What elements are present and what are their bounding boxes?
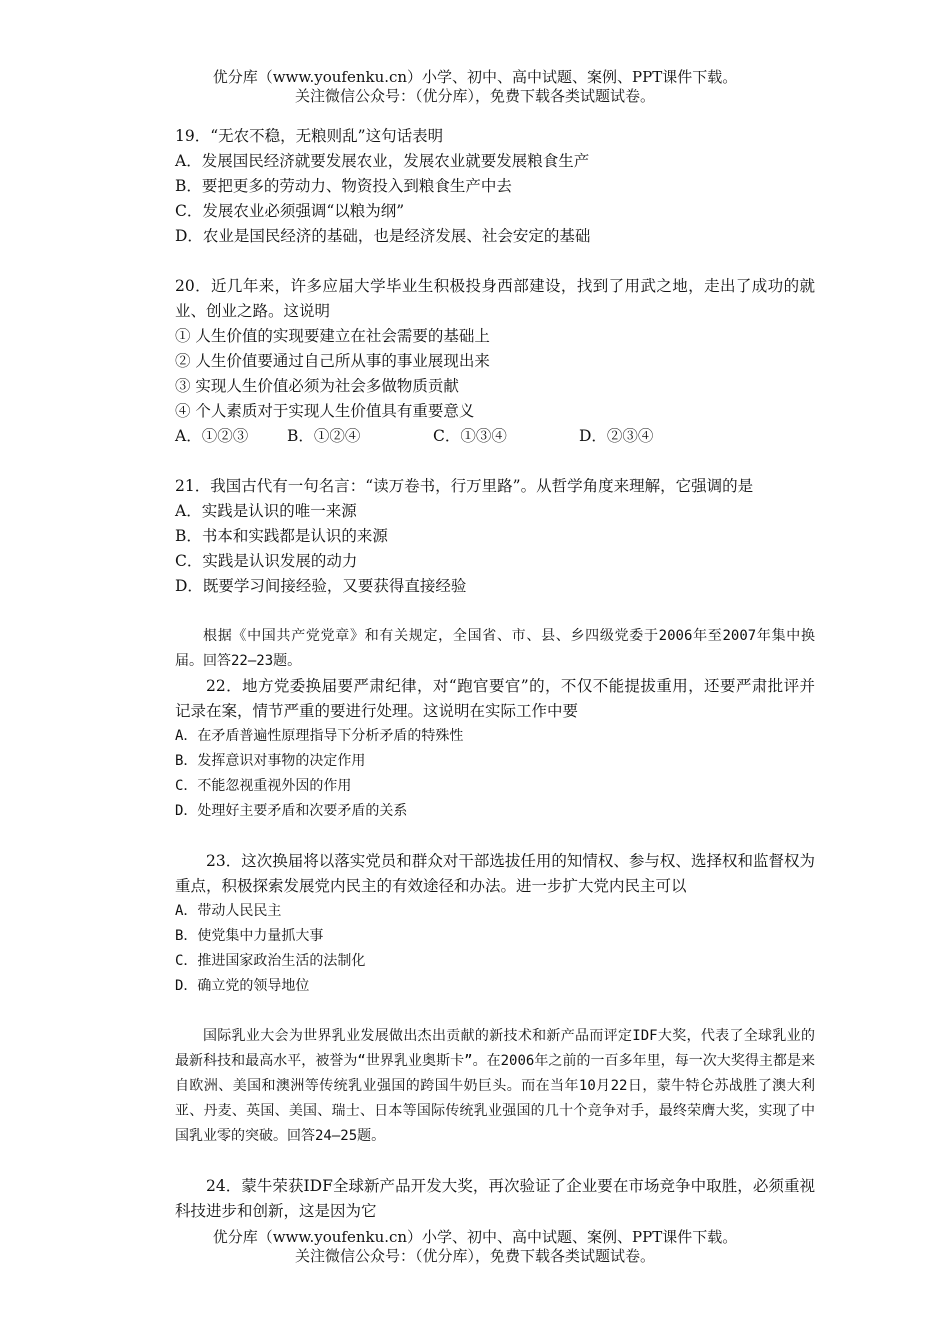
question-19 <box>175 124 815 249</box>
statement-3: ③ 实现人生价值必须为社会多做物质贡献 <box>175 377 459 395</box>
option-c: C．实践是认识发展的动力 <box>175 552 358 570</box>
option-d: D．农业是国民经济的基础，也是经济发展、社会安定的基础 <box>175 227 591 245</box>
option-c: C．不能忽视重视外因的作用 <box>175 778 352 794</box>
header-line-1: 优分库（www.youfenku.cn）小学、初中、高中试题、案例、PPT课件下载。 <box>212 68 738 86</box>
option-b: B．书本和实践都是认识的来源 <box>175 527 388 545</box>
page-header <box>0 68 950 106</box>
question-21 <box>175 474 815 599</box>
option-d: D．处理好主要矛盾和次要矛盾的关系 <box>175 803 408 819</box>
statement-2: ② 人生价值要通过自己所从事的事业展现出来 <box>175 352 490 370</box>
question-20 <box>175 274 815 449</box>
option-b: B．使党集中力量抓大事 <box>175 928 324 944</box>
question-stem: 20．近几年来，许多应届大学毕业生积极投身西部建设，找到了用武之地，走出了成功的就业、创业之路。这说明 <box>175 277 815 320</box>
footer-line-1: 优分库（www.youfenku.cn）小学、初中、高中试题、案例、PPT课件下载。 <box>212 1228 738 1246</box>
material-24-25: 国际乳业大会为世界乳业发展做出杰出贡献的新技术和新产品而评定IDF大奖，代表了全球乳业的最新科技和最高水平，被誉为“世界乳业奥斯卡”。在2006年之前的一百多年里，每一次大奖得主都是来自欧洲、美国和澳洲等传统乳业强国的跨国牛奶巨头。而在当年10月22日，蒙牛特仑苏战胜了澳大利亚、丹麦、英国、美国、瑞士、日本等国际传统乳业强国的几十个竞争对手，最终荣膺大奖，实现了中国乳业零的突破。回答24—25题。 <box>175 1028 815 1144</box>
page-footer <box>0 1228 950 1266</box>
option-b: B．①②④ <box>287 427 361 445</box>
option-a: A．实践是认识的唯一来源 <box>175 502 357 520</box>
question-stem: 22．地方党委换届要严肃纪律，对“跑官要官”的，不仅不能提拔重用，还要严肃批评并记录在案，情节严重的要进行处理。这说明在实际工作中要 <box>175 677 815 720</box>
option-a: A．在矛盾普遍性原理指导下分析矛盾的特殊性 <box>175 728 464 744</box>
option-b: B．发挥意识对事物的决定作用 <box>175 753 366 769</box>
exam-content <box>175 124 815 1224</box>
footer-line-2: 关注微信公众号：（优分库），免费下载各类试题试卷。 <box>294 1247 655 1265</box>
statement-4: ④ 个人素质对于实现人生价值具有重要意义 <box>175 402 475 420</box>
option-a: A．①②③ <box>175 427 249 445</box>
question-stem: 19．“无农不稳，无粮则乱”这句话表明 <box>175 127 444 145</box>
option-c: C．①③④ <box>433 427 507 445</box>
option-d: D．②③④ <box>579 427 654 445</box>
question-stem: 23．这次换届将以落实党员和群众对干部选拔任用的知情权、参与权、选择权和监督权为重点，积极探索发展党内民主的有效途径和办法。进一步扩大党内民主可以 <box>175 852 815 895</box>
option-b: B．要把更多的劳动力、物资投入到粮食生产中去 <box>175 177 512 195</box>
option-a: A．带动人民民主 <box>175 903 282 919</box>
statement-1: ① 人生价值的实现要建立在社会需要的基础上 <box>175 327 490 345</box>
material-22-23: 根据《中国共产党党章》和有关规定，全国省、市、县、乡四级党委于2006年至2007年集中换届。回答22—23题。 <box>175 628 815 669</box>
question-22 <box>175 674 815 824</box>
option-c: C．发展农业必须强调“以粮为纲” <box>175 202 405 220</box>
question-24 <box>175 1174 815 1224</box>
option-d: D．确立党的领导地位 <box>175 978 310 994</box>
header-line-2: 关注微信公众号：（优分库），免费下载各类试题试卷。 <box>294 87 655 105</box>
option-d: D．既要学习间接经验，又要获得直接经验 <box>175 577 467 595</box>
option-c: C．推进国家政治生活的法制化 <box>175 953 366 969</box>
options-row <box>175 424 815 449</box>
option-a: A．发展国民经济就要发展农业，发展农业就要发展粮食生产 <box>175 152 590 170</box>
question-stem: 24．蒙牛荣获IDF全球新产品开发大奖，再次验证了企业要在市场竞争中取胜，必须重视科技进步和创新，这是因为它 <box>175 1177 815 1220</box>
question-stem: 21．我国古代有一句名言：“读万卷书，行万里路”。从哲学角度来理解，它强调的是 <box>175 477 754 495</box>
question-23 <box>175 849 815 999</box>
